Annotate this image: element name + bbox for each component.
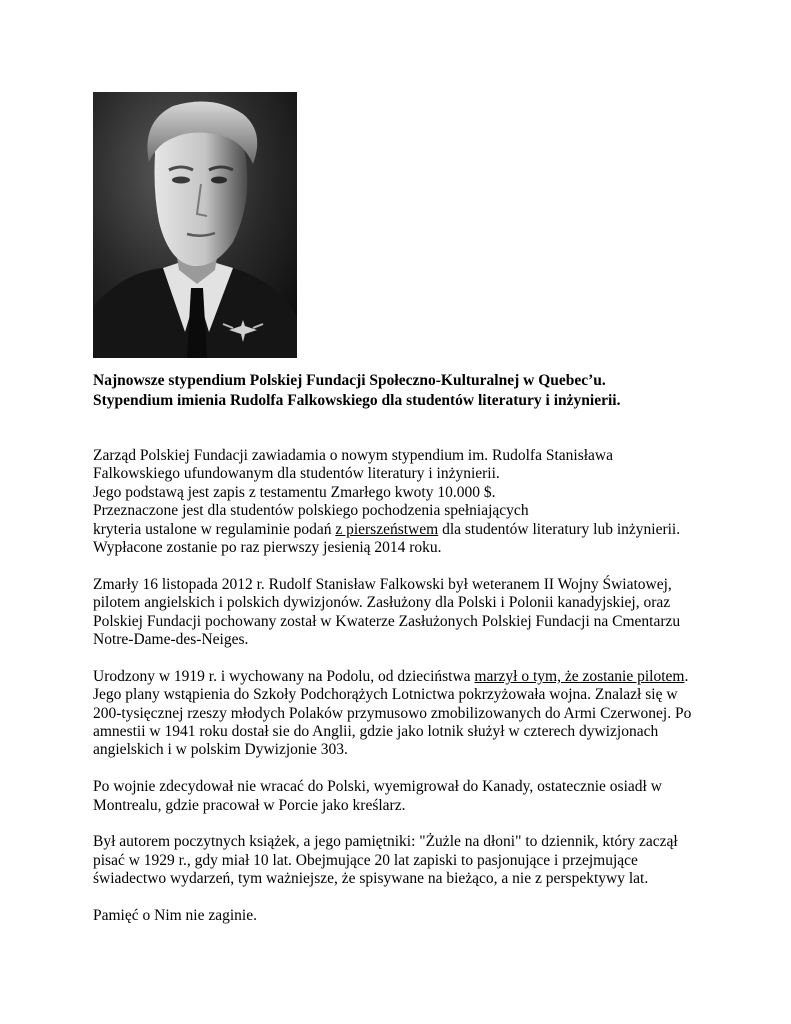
text-line bbox=[93, 668, 713, 686]
underlined-text: marzył o tym, że zostanie pilotem bbox=[474, 667, 685, 685]
text-line: Jego plany wstąpienia do Szkoły Podchorążych Lotnictwa pokrzyżowała wojna. Znalazł się w bbox=[93, 686, 678, 704]
text-line: Montrealu, gdzie pracował w Porcie jako kreślarz. bbox=[93, 796, 406, 814]
document-heading bbox=[93, 371, 713, 411]
text-line: świadectwo wydarzeń, tym ważniejsze, że spisywane na bieżąco, a nie z perspektywy lat. bbox=[93, 870, 649, 888]
text-line: 200-tysięcznej rzeszy młodych Polaków przymusowo zmobilizowanych do Armi Czerwonej. Po bbox=[93, 704, 692, 722]
text-line: Falkowskiego ufundowanym dla studentów literatury i inżynierii. bbox=[93, 465, 500, 483]
text-line: amnestii w 1941 roku dostał sie do Anglii, gdzie jako lotnik służył w czterech dywizjonach bbox=[93, 723, 659, 741]
underlined-text: z pierszeństwem bbox=[335, 520, 439, 538]
heading-line-2: Stypendium imienia Rudolfa Falkowskiego dla studentów literatury i inżynierii. bbox=[93, 392, 621, 409]
heading-line-1: Najnowsze stypendium Polskiej Fundacji Społeczno-Kulturalnej w Quebec’u. bbox=[93, 372, 606, 389]
portrait-photo bbox=[93, 92, 297, 358]
text-line: Zmarły 16 listopada 2012 r. Rudolf Stanisław Falkowski był weteranem II Wojny Światowej, bbox=[93, 575, 672, 593]
text-line: Polskiej Fundacji pochowany został w Kwaterze Zasłużonych Polskiej Fundacji na Cmentarzu bbox=[93, 612, 681, 630]
text-line: pilotem angielskich i polskich dywizjonów. Zasłużony dla Polski i Polonii kanadyjskiej, oraz bbox=[93, 594, 671, 612]
text-segment: kryteria ustalone w regulaminie podań bbox=[93, 520, 336, 538]
text-line: pisać w 1929 r., gdy miał 10 lat. Obejmujące 20 lat zapiski to pasjonujące i przejmujące bbox=[93, 851, 638, 869]
paragraph-memoirs bbox=[93, 833, 713, 888]
text-segment: Urodzony w 1919 r. i wychowany na Podolu, od dzieciństwa bbox=[93, 667, 475, 685]
paragraph-closing bbox=[93, 907, 713, 925]
text-line: Był autorem poczytnych książek, a jego pamiętniki: "Żużle na dłoni" to dziennik, który zaczął bbox=[93, 833, 678, 851]
text-line: Jego podstawą jest zapis z testamentu Zmarłego kwoty 10.000 $. bbox=[93, 483, 496, 501]
text-line: Przeznaczone jest dla studentów polskiego pochodzenia spełniających bbox=[93, 502, 529, 520]
text-line: Po wojnie zdecydował nie wracać do Polski, wyemigrował do Kanady, ostatecznie osiadł w bbox=[93, 778, 662, 796]
paragraph-early-life bbox=[93, 668, 713, 760]
document-body bbox=[93, 447, 713, 944]
text-line: Notre-Dame-des-Neiges. bbox=[93, 631, 249, 649]
text-line: Wypłacone zostanie po raz pierwszy jesienią 2014 roku. bbox=[93, 539, 442, 557]
text-line: Zarząd Polskiej Fundacji zawiadamia o nowym stypendium im. Rudolfa Stanisława bbox=[93, 447, 614, 464]
paragraph-announcement bbox=[93, 447, 713, 557]
portrait-photo-icon bbox=[93, 92, 297, 358]
paragraph-biography bbox=[93, 576, 713, 650]
paragraph-emigration bbox=[93, 778, 713, 815]
text-line: angielskich i w polskim Dywizjonie 303. bbox=[93, 741, 348, 759]
text-line bbox=[93, 521, 713, 539]
text-segment: dla studentów literatury lub inżynierii. bbox=[438, 520, 681, 538]
text-segment: . bbox=[684, 667, 689, 685]
text-line: Pamięć o Nim nie zaginie. bbox=[93, 907, 257, 925]
